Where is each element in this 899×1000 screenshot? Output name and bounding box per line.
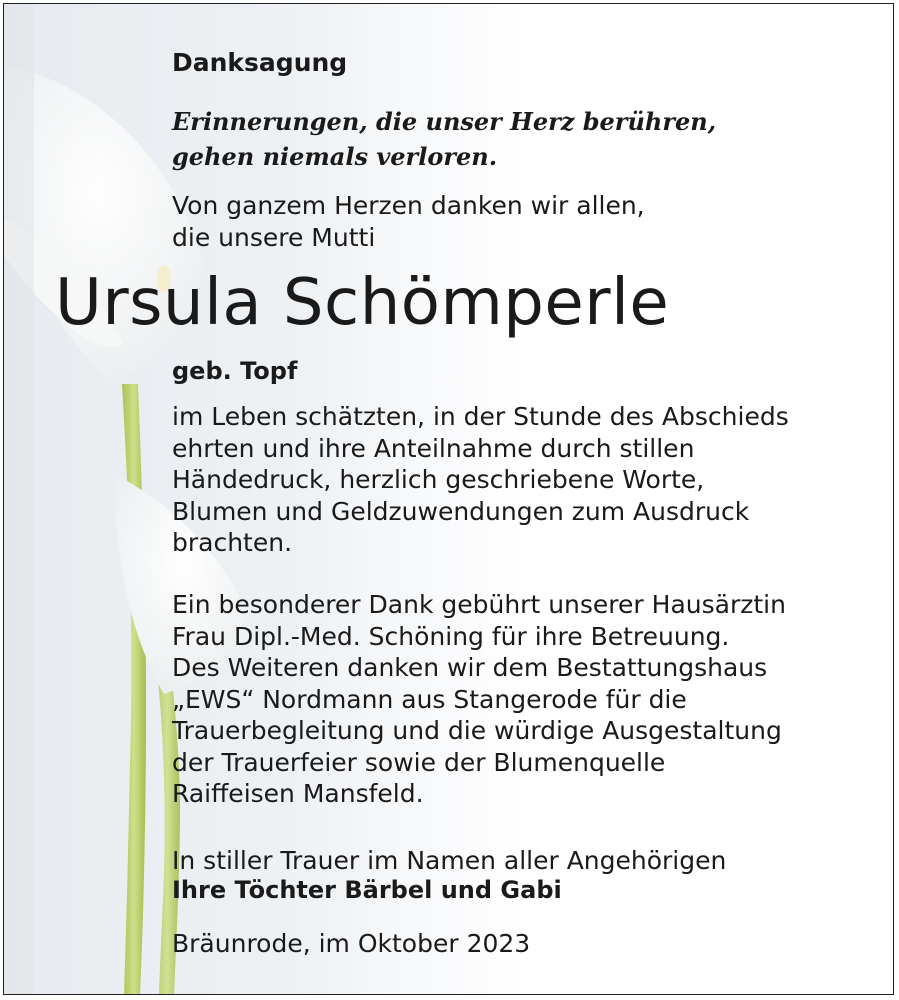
quote-line: Erinnerungen, die unser Herz berühren,: [172, 107, 717, 136]
paragraph-line: der Trauerfeier sowie der Blumenquelle: [172, 747, 666, 777]
memorial-quote: [172, 104, 716, 174]
paragraph-line: Des Weiteren danken wir dem Bestattungshaus: [172, 653, 768, 682]
signers: Ihre Töchter Bärbel und Gabi: [172, 876, 562, 904]
paragraph-line: Händedruck, herzlich geschriebene Worte,: [172, 465, 705, 494]
paragraph-line: Blumen und Geldzuwendungen zum Ausdruck: [172, 496, 750, 526]
paragraph-line: „EWS“ Nordmann aus Stangerode für die: [172, 684, 687, 714]
paragraph-line: Ein besonderer Dank gebührt unserer Hausärztin: [172, 590, 786, 619]
notice-text: [4, 4, 894, 995]
thanks-paragraph: [172, 401, 789, 559]
special-thanks-paragraph: [172, 589, 786, 810]
notice-heading: Danksagung: [172, 48, 348, 77]
paragraph-line: Frau Dipl.-Med. Schöning für ihre Betreuung.: [172, 621, 730, 651]
intro-line: Von ganzem Herzen danken wir allen,: [172, 191, 645, 220]
paragraph-line: im Leben schätzten, in der Stunde des Abschieds: [172, 402, 789, 431]
obituary-notice: [3, 3, 894, 995]
intro-text: [172, 190, 645, 253]
closing-line: In stiller Trauer im Namen aller Angehörigen: [172, 846, 727, 875]
quote-line: gehen niemals verloren.: [172, 142, 498, 171]
intro-line: die unsere Mutti: [172, 222, 376, 252]
paragraph-line: Raiffeisen Mansfeld.: [172, 779, 424, 808]
deceased-name: Ursula Schömperle: [55, 266, 670, 340]
paragraph-line: ehrten und ihre Anteilnahme durch stillen: [172, 433, 695, 463]
paragraph-line: Trauerbegleitung und die würdige Ausgestaltung: [172, 716, 782, 745]
place-and-date: Bräunrode, im Oktober 2023: [172, 929, 531, 958]
paragraph-line: brachten.: [172, 528, 293, 557]
maiden-name: geb. Topf: [172, 357, 298, 385]
